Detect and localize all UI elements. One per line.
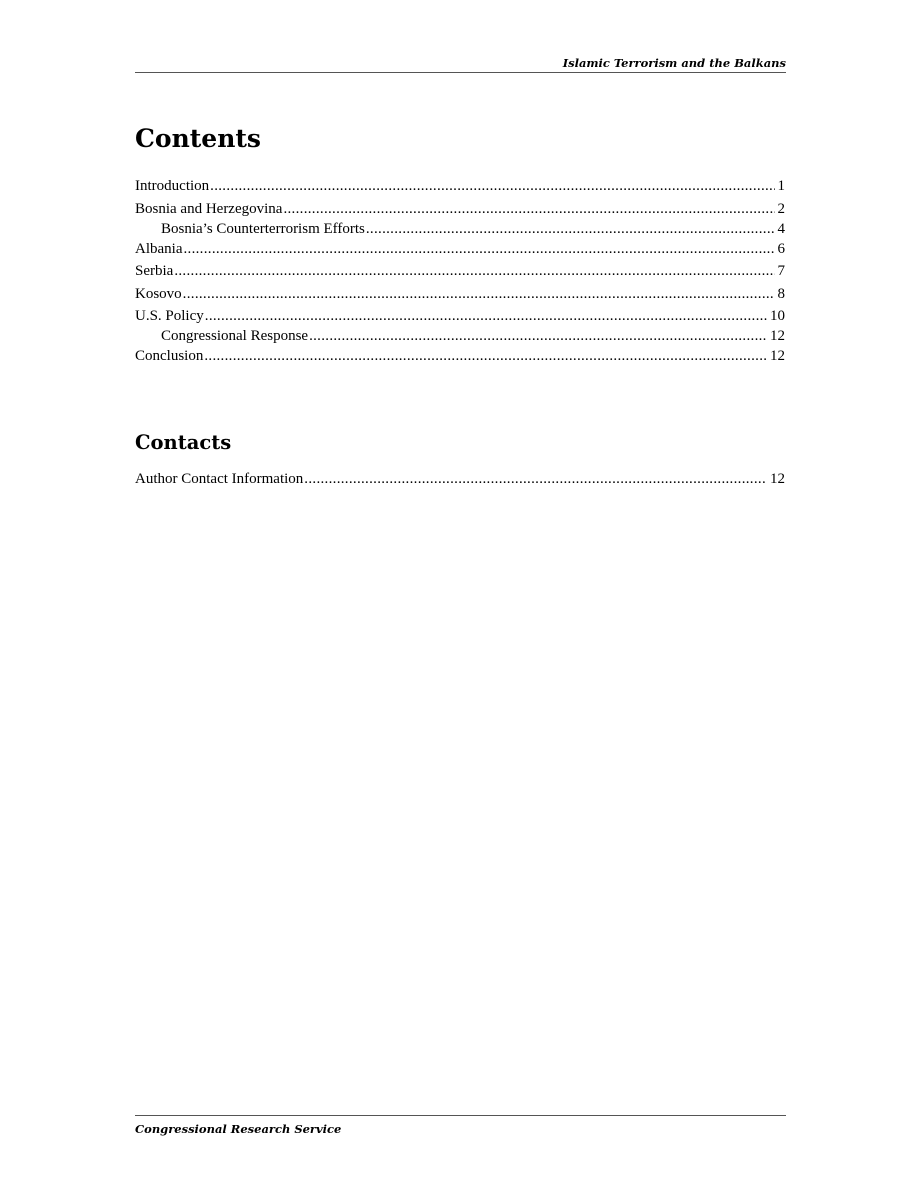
dot-leader <box>183 284 775 304</box>
toc-entry-bosnia-counterterrorism-efforts[interactable] <box>135 219 785 239</box>
toc-entry-label: Introduction <box>135 178 210 194</box>
running-header <box>135 54 786 73</box>
toc-entry-page: 7 <box>777 263 785 279</box>
toc-entry-label: Bosnia and Herzegovina <box>135 200 283 217</box>
toc-entry-page: 4 <box>777 220 785 237</box>
dot-leader <box>210 176 774 196</box>
toc-entry-label: Conclusion <box>135 348 204 364</box>
dot-leader <box>283 199 774 219</box>
dot-leader <box>366 219 775 239</box>
toc-entry-bosnia-and-herzegovina[interactable] <box>135 199 785 219</box>
toc-entry-page: 12 <box>770 471 785 487</box>
table-of-contents <box>135 176 785 366</box>
dot-leader <box>174 261 774 281</box>
toc-entry-page: 12 <box>770 328 785 344</box>
contacts-list <box>135 469 785 489</box>
toc-entry-albania[interactable] <box>135 239 785 259</box>
contents-heading: Contents <box>135 124 262 153</box>
dot-leader <box>183 239 774 259</box>
dot-leader <box>205 306 767 326</box>
dot-leader <box>204 346 767 366</box>
running-header-title: Islamic Terrorism and the Balkans <box>562 56 786 70</box>
toc-entry-page: 8 <box>777 285 785 302</box>
toc-entry-page: 10 <box>770 308 785 324</box>
toc-entry-label: U.S. Policy <box>135 308 204 324</box>
dot-leader <box>304 469 767 489</box>
toc-entry-page: 6 <box>777 240 785 257</box>
contacts-heading: Contacts <box>135 431 232 454</box>
toc-entry-label: Bosnia’s Counterterrorism Efforts <box>161 220 365 237</box>
running-footer: Congressional Research Service <box>135 1115 786 1138</box>
toc-entry-conclusion[interactable] <box>135 346 785 366</box>
toc-entry-label: Albania <box>135 240 183 257</box>
toc-entry-author-contact-information[interactable] <box>135 469 785 489</box>
toc-entry-label: Kosovo <box>135 285 182 302</box>
toc-entry-us-policy[interactable] <box>135 306 785 326</box>
toc-entry-kosovo[interactable] <box>135 284 785 304</box>
toc-entry-page: 12 <box>770 348 785 364</box>
dot-leader <box>309 326 767 346</box>
toc-entry-label: Author Contact Information <box>135 471 304 487</box>
toc-entry-congressional-response[interactable] <box>135 326 785 346</box>
toc-entry-label: Congressional Response <box>161 328 309 344</box>
toc-entry-page: 2 <box>777 200 785 217</box>
toc-entry-introduction[interactable] <box>135 176 785 196</box>
toc-entry-label: Serbia <box>135 263 174 279</box>
toc-entry-serbia[interactable] <box>135 261 785 281</box>
toc-entry-page: 1 <box>777 178 785 194</box>
